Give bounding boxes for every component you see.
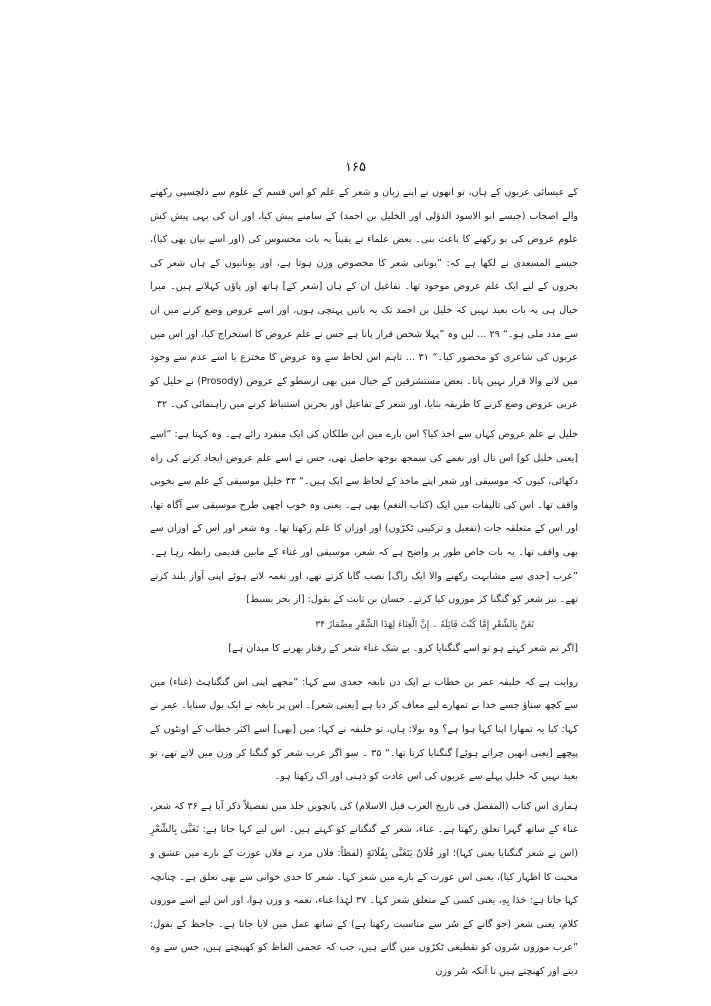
- arabic-verse: تَغَنَّ بِالشِّعْرِ إِمَّا كُنْتَ قَائِلَهُ ۔ إِنَّ الْغِنَاءَ لِهَذَا الشِّعْرِ مِضْمَارُ ۳۴: [315, 619, 534, 630]
- paragraph-1: کے عیسائی عربوں کے ہاں، تو انھوں نے اپنے زبان و شعر کے علم کو اس قسم کے علوم سے دلچسپی رکھنے والے اصحاب (جیسے ابو الاسود الدؤلی اور الخلیل بن احمد) کے سامنے پیش کیا، اور ان کی یہی پیش کش علوم عروض کی بو رکھنے کا باعث بنی۔ بعض علماء نے یقیناً یہ بات محسوس کی (اور اسے بیان بھی کیا)، جیسے المسعدی نے لکھا ہے کہ: ”یونانی شعر کا مخصوص وزن ہوتا ہے، اور یونانیوں کے ہاں شعر کی بحروں کے لیے ایک علم عروض موجود تھا۔ تفاعیل ان کے ہاں [شعر کے] ہاتھ اور پاؤں کہلاتے ہیں۔ میرا خیال ہی یہ بات بعید نہیں کہ خلیل بن احمد تک یہ باتیں پہنچی ہوں، اور اسے عروض وضع کرنے میں ان سے مدد ملی ہو۔“ ۲۹ ... لیں وہ ”پہلا شخص قرار پاتا ہے جس نے علم عروض کا استخراج کیا، اور اس میں عربوں کی شاعری کو محصور کیا۔“ ۳۱ ... تاہم اس لحاظ سے وہ عروض کا مخترع یا اسے عدم سے وجود میں لانے والا قرار نہیں پاتا۔ بعض مستشرقین کے خیال میں بھی ارسطو کے عروض (Prosody) نے خلیل کو عربی عروض وضع کرنے کا طریقہ بتایا، اور شعر کے تفاعیل اور بحریں استنباط کرنے میں راہنمائی کی۔ ۳۲: [150, 187, 579, 411]
- verse-translation: [اگر تم شعر کہتے ہو تو اسے گنگنایا کرو۔ بے شک غناء شعر کے رفتار بھرنے کا میدان ہے]: [228, 643, 578, 655]
- paragraph-2: خلیل نے علم عروض کہاں سے اخذ کیا؟ اس بارے میں ابن طلکان کی ایک منفرد رائے ہے۔ وہ کہتا ہے: ”اسے [یعنی خلیل کو] اس تال اور نغمے کی سمجھ بوجھ حاصل تھی، جس نے اسے علم عروض ایجاد کرنے کی راہ دکھائی، کیوں کہ موسیقی اور شعر اپنے ماخذ کے لحاظ سے ایک ہیں۔“ ۳۳ خلیل موسیقی کے علم سے بخوبی واقف تھا۔ اس کی تالیفات میں ایک (کتاب النغم) بھی ہے۔ یعنی وہ خوب اچھی طرح موسیقی سے آگاہ تھا، اور اس کے متعلقہ جات (تفعیل و ترکیبی ٹکڑوں) اور اوزان کا علم رکھتا تھا۔ وہ شعر اور اس کے اوزان سے بھی واقف تھا۔ یہ بات خاص طور پر واضح ہے کہ شعر، موسیقی اور غناء کے مابین قدیمی رابطہ رہا ہے۔ ”عرب [حدی سے مشابہت رکھنے والا ایک راگ] نصب گایا کرتے تھے، اور نغمہ لاتے ہوئے اپنی آواز بلند کرتے تھے۔ نیز شعر کو گنگنا کر موزوں کیا کرتے۔ حسان بن ثابت کے بقول: [از بحر بسیط]: [150, 428, 578, 606]
- page-number: ۱۶۵: [345, 160, 366, 175]
- paragraph-4: ہماری اس کتاب (المفصل فی تاریخ العرب قبل الاسلام) کی پانچویں جلد میں تفصیلاً ذکر آیا ہے ۳۶ کہ شعر، غناء کے ساتھ گہرا تعلق رکھتا ہے۔ غناء، شعر کے گنگنانے کو کہتے ہیں۔ اس لیے کہا جاتا ہے: تَغَنَّى بِالشِّعْرِ (اس نے شعر گنگنایا یعنی کہا)؛ اور فُلَانٌ يَتَغَنَّى بِفُلَانَةٍ (لفظاً: فلاں مرد نے فلاں عورت کے بارے میں عشق و محبت کا اظہار کیا)، یعنی اس عورت کے بارے میں شعر کہا۔ شعر کا حدی خوانی سے بھی تعلق ہے۔ چنانچہ کہا جاتا ہے: حَدَا بِهِ، یعنی کسی کے متعلق شعر کہا۔ ۳۷ لہٰذا غناء، نغمہ و وزن ہوا، اور اس لیے اسے موزوں کلام، یعنی شعر (جو گانے کے سُر سے مناسبت رکھتا ہے) کے ساتھ عمل میں لایا جاتا ہے۔ جاحظ کے بقول: ”عرب موزوں سُروں کو تقطیعی ٹکڑوں میں گاتے ہیں، جب کہ عجمی الفاظ کو کھینچتے ہیں، جس سے وہ دیتے اور کھنچتے ہیں تا آنکہ سُر وزن: [150, 800, 578, 977]
- body-text: [150, 181, 578, 984]
- paragraph-3: روایت ہے کہ خلیفہ عمر بن خطاب نے ایک دن نابغہ جعدی سے کہا: ”مجھے اپنی اس گنگناہٹ (غناء) میں سے کچھ سناؤ جسے خدا نے تمھارے لیے معاف کر دیا ہے [یعنی شعر]۔ اس پر نابغہ نے ایک بول سنایا۔ عمر نے کہا: کیا یہ تمھارا اپنا کہا ہوا ہے؟ وہ بولا: ہاں، تو خلیفہ نے کہا: میں [بھی] اسے اکثر خطاب کے اونٹوں کے پیچھے [یعنی انھیں چراتے ہوئے] گنگنایا کرتا تھا۔“ ۳۵ ۔ سو اگر عرب شعر کو گنگنا کر وزن میں لاتے تھے، تو بعید نہیں کہ خلیل پہلے سے عربوں کی اس عادت کو ذہنی اور اک رکھتا ہو۔: [150, 676, 578, 783]
